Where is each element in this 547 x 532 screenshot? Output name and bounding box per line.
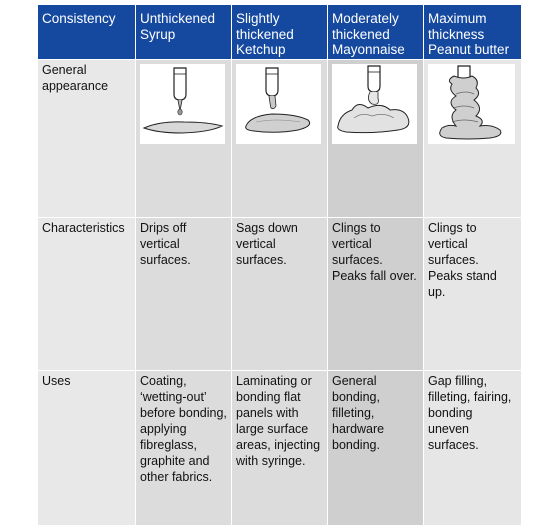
label-line: Characteristics — [42, 221, 125, 235]
syrup-drip-illustration — [140, 64, 225, 144]
header-consistency — [38, 5, 135, 59]
cell-line: up. — [428, 285, 446, 299]
label-line: appearance — [42, 79, 109, 93]
header-unthickened — [136, 5, 231, 59]
appearance-syrup-cell — [136, 60, 231, 217]
cell-line: surfaces. — [332, 253, 383, 267]
cell-line: filleting, fairing, — [428, 390, 512, 404]
cell-line: bonding flat — [236, 390, 301, 404]
header-line: Maximum — [428, 11, 487, 26]
cell-line: vertical — [140, 237, 180, 251]
header-line: Mayonnaise — [332, 42, 405, 57]
cell-line: hardware — [332, 422, 385, 436]
cell-line: Drips off — [140, 221, 187, 235]
row-label-characteristics — [38, 218, 135, 370]
uses-peanut-butter-cell — [424, 371, 521, 525]
cell-line: surfaces. — [428, 253, 479, 267]
appearance-ketchup-cell — [232, 60, 327, 217]
cell-line: uneven — [428, 422, 470, 436]
header-moderately-thickened — [328, 5, 423, 59]
characteristics-peanut-butter-cell — [424, 218, 521, 370]
cell-line: bonding — [428, 406, 473, 420]
appearance-peanut-butter-cell — [424, 60, 521, 217]
header-line: Consistency — [42, 11, 116, 26]
cell-line: bonding, — [332, 390, 380, 404]
cell-line: vertical — [332, 237, 372, 251]
label-line: General — [42, 63, 87, 77]
cell-line: vertical — [236, 237, 276, 251]
header-line: Syrup — [140, 26, 176, 42]
cell-line: Clings to — [428, 221, 477, 235]
cell-line: Peaks stand — [428, 269, 497, 283]
cell-line: ‘wetting-out’ — [140, 390, 207, 404]
cell-line: Coating, — [140, 374, 187, 388]
cell-line: bonding. — [332, 438, 380, 452]
characteristics-mayonnaise-cell — [328, 218, 423, 370]
characteristics-ketchup-cell — [232, 218, 327, 370]
header-slightly-thickened — [232, 5, 327, 59]
ketchup-sag-illustration — [236, 64, 321, 144]
header-line: Unthickened — [140, 11, 216, 26]
row-label-appearance — [38, 60, 135, 217]
header-maximum-thickness — [424, 5, 521, 59]
cell-line: vertical — [428, 237, 468, 251]
cell-line: surfaces. — [236, 253, 287, 267]
uses-ketchup-cell — [232, 371, 327, 525]
cell-line: filleting, — [332, 406, 375, 420]
cell-line: fibreglass, — [140, 438, 197, 452]
cell-line: with syringe. — [236, 454, 306, 468]
cell-line: surfaces. — [428, 438, 479, 452]
consistency-table — [38, 5, 521, 525]
cell-line: areas, injecting — [236, 438, 321, 452]
cell-line: applying — [140, 422, 187, 436]
header-line: thickened — [236, 26, 294, 42]
row-label-uses — [38, 371, 135, 525]
header-line: thickened — [332, 26, 390, 42]
cell-line: Gap filling, — [428, 374, 488, 388]
appearance-mayonnaise-cell — [328, 60, 423, 217]
uses-syrup-cell — [136, 371, 231, 525]
label-line: Uses — [42, 374, 71, 388]
cell-line: other fabrics. — [140, 470, 213, 484]
header-line: Peanut butter — [428, 42, 510, 57]
cell-line: surfaces. — [140, 253, 191, 267]
characteristics-syrup-cell — [136, 218, 231, 370]
mayonnaise-cling-illustration — [332, 64, 417, 144]
header-line: Ketchup — [236, 42, 286, 57]
cell-line: panels with — [236, 406, 299, 420]
cell-line: graphite and — [140, 454, 210, 468]
uses-mayonnaise-cell — [328, 371, 423, 525]
header-line: thickness — [428, 26, 485, 42]
header-line: Slightly — [236, 11, 280, 26]
cell-line: Sags down — [236, 221, 298, 235]
cell-line: General — [332, 374, 377, 388]
cell-line: Clings to — [332, 221, 381, 235]
cell-line: large surface — [236, 422, 309, 436]
cell-line: Laminating or — [236, 374, 312, 388]
header-line: Moderately — [332, 11, 399, 26]
peanut-butter-peak-illustration — [428, 64, 515, 144]
cell-line: Peaks fall over. — [332, 269, 417, 283]
cell-line: before bonding, — [140, 406, 227, 420]
